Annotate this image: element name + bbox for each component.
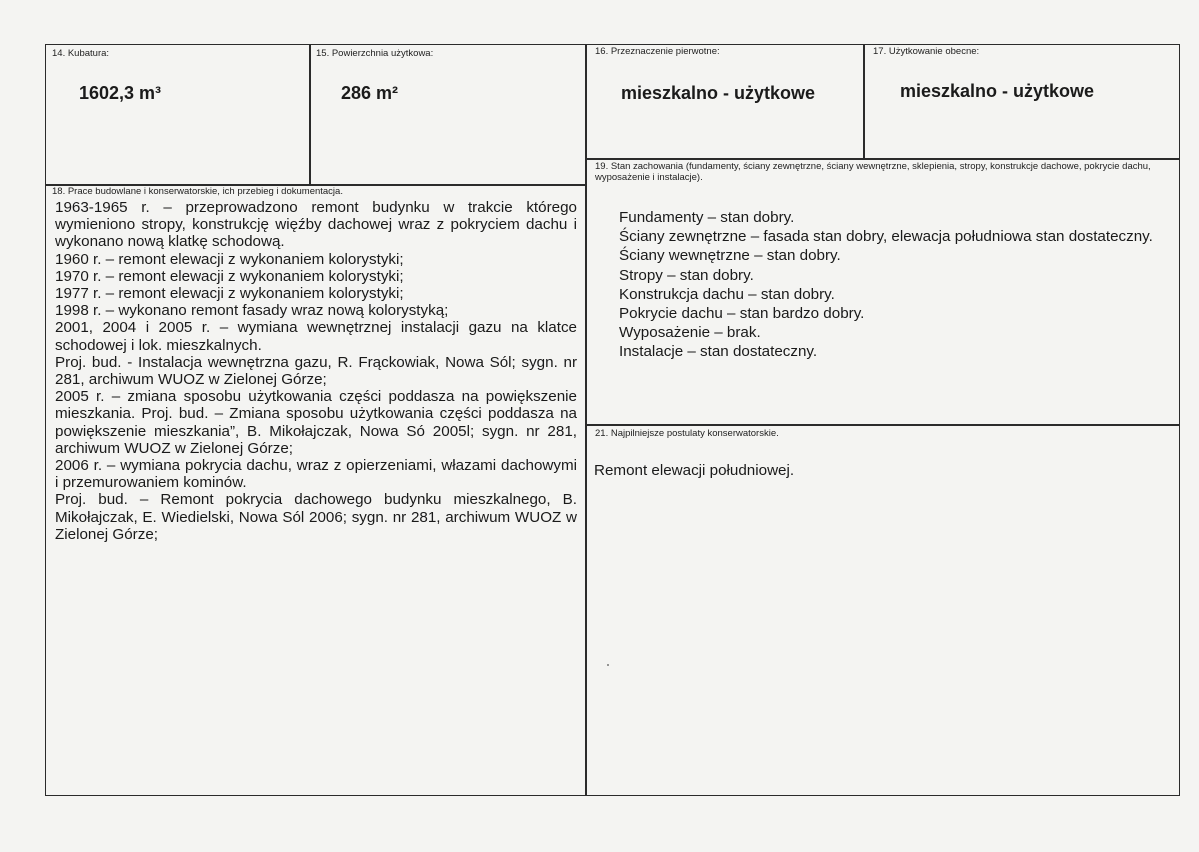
stan-line: Konstrukcja dachu – stan dobry. (619, 285, 835, 303)
prace-entry: 1998 r. – wykonano remont fasady wraz nową kolorystyką; (55, 302, 449, 320)
stan-zachowania-label: 19. Stan zachowania (fundamenty, ściany zewnętrzne, ściany wewnętrzne, sklepienia, stropy, konstrukcje dachowe, pokrycie dachu, wyposażenie i instalacje). (595, 161, 1151, 183)
cell-postulaty (585, 424, 1180, 796)
przeznaczenie-label: 16. Przeznaczenie pierwotne: (595, 46, 720, 57)
przeznaczenie-value: mieszkalno - użytkowe (621, 83, 816, 103)
cell-przeznaczenie (585, 44, 865, 160)
stan-line: Ściany wewnętrzne – stan dobry. (619, 247, 841, 265)
stan-line: Instalacje – stan dostateczny. (619, 343, 818, 361)
prace-entry: 1977 r. – remont elewacji z wykonaniem kolorystyki; (55, 285, 404, 303)
stan-line: Pokrycie dachu – stan bardzo dobry. (619, 305, 865, 323)
stan-line: Stropy – stan dobry. (619, 266, 754, 284)
speck (607, 664, 609, 666)
postulaty-value: Remont elewacji południowej. (594, 462, 795, 479)
cell-kubatura (45, 44, 311, 186)
prace-entry: Proj. bud. – Remont pokrycia dachowego budynku mieszkalnego, B. Mikołajczak, E. Wiedielski, Nowa Sól 2006; sygn. nr 281, archiwum WUOZ w Zielonej Górze; (55, 491, 577, 543)
prace-entry: 1970 r. – remont elewacji z wykonaniem kolorystyki; (55, 267, 404, 285)
prace-text (55, 199, 577, 543)
cell-prace-budowlane (45, 184, 587, 796)
stan-line: Wyposażenie – brak. (619, 324, 761, 342)
prace-label: 18. Prace budowlane i konserwatorskie, ich przebieg i dokumentacja. (52, 186, 343, 197)
prace-entry: 1960 r. – remont elewacji z wykonaniem kolorystyki; (55, 250, 404, 268)
cell-powierzchnia (309, 44, 587, 186)
stan-line: Ściany zewnętrzne – fasada stan dobry, elewacja południowa stan dostateczny. (619, 228, 1153, 246)
kubatura-label: 14. Kubatura: (52, 48, 110, 59)
powierzchnia-label: 15. Powierzchnia użytkowa: (316, 48, 434, 59)
stan-zachowania-text (619, 208, 1171, 362)
prace-entry: 2006 r. – wymiana pokrycia dachu, wraz z opierzeniami, włazami dachowymi i przemurowaniem kominów. (55, 457, 577, 492)
uzytkowanie-value: mieszkalno - użytkowe (900, 81, 1095, 101)
kubatura-value: 1602,3 m³ (79, 83, 162, 103)
prace-entry: 1963-1965 r. – przeprowadzono remont budynku w trakcie którego wymieniono stropy, konstrukcję więźby dachowej wraz z pokryciem dachu i wykonano nową klatkę schodową. (55, 199, 577, 251)
prace-entry: 2001, 2004 i 2005 r. – wymiana wewnętrznej instalacji gazu na klatce schodowej i lok. mieszkalnych. (55, 319, 577, 354)
prace-entry: 2005 r. – zmiana sposobu użytkowania części poddasza na powiększenie mieszkania. Proj. bud. – Zmiana sposobu użytkowania części poddasza na powiększenie mieszkania”, B. Mikołajczak, Nowa Só 2005l; sygn. nr 281, archiwum WUOZ w Zielonej Górze; (55, 388, 577, 457)
cell-uzytkowanie (863, 44, 1180, 160)
uzytkowanie-label: 17. Użytkowanie obecne: (873, 46, 980, 57)
postulaty-label: 21. Najpilniejsze postulaty konserwatorskie. (595, 428, 779, 439)
powierzchnia-value: 286 m² (341, 83, 399, 103)
cell-stan-zachowania (585, 158, 1180, 426)
prace-entry: Proj. bud. - Instalacja wewnętrzna gazu, R. Frąckowiak, Nowa Sól; sygn. nr 281, archiwum WUOZ w Zielonej Górze; (55, 353, 577, 389)
stan-line: Fundamenty – stan dobry. (619, 209, 795, 226)
